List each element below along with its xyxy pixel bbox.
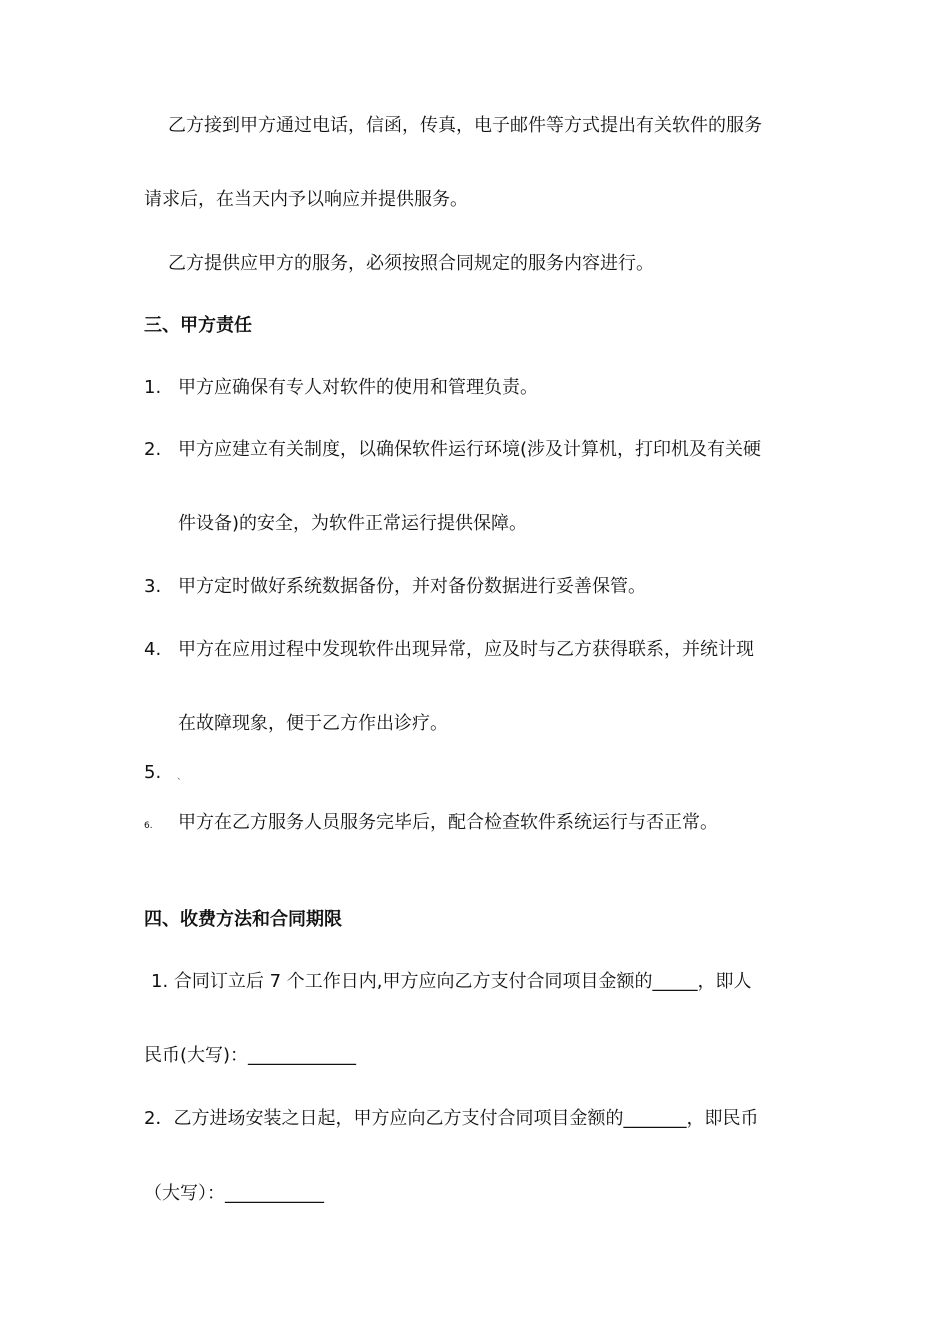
paragraph-line: 2．乙方进场安装之日起，甲方应向乙方支付合同项目金额的_______，即民币 (144, 1108, 759, 1129)
list-number: 1. (144, 377, 162, 398)
list-number: 3. (144, 576, 162, 597)
paragraph-line: 乙方接到甲方通过电话，信函，传真，电子邮件等方式提出有关软件的服务 (168, 115, 762, 136)
section-heading: 四、收费方法和合同期限 (144, 909, 342, 930)
list-item: 甲方应确保有专人对软件的使用和管理负责。 (178, 377, 538, 398)
list-number: 5. (144, 762, 162, 783)
list-item: 甲方在乙方服务人员服务完毕后，配合检查软件系统运行与否正常。 (178, 812, 718, 833)
list-number: 6. (144, 821, 153, 831)
section-heading: 三、甲方责任 (144, 315, 252, 336)
paragraph-line: 1. 合同订立后 7 个工作日内,甲方应向乙方支付合同项目金额的_____，即人 (151, 971, 752, 992)
list-number: 2. (144, 439, 162, 460)
paragraph-line: 乙方提供应甲方的服务，必须按照合同规定的服务内容进行。 (168, 253, 654, 274)
list-number: 4. (144, 639, 162, 660)
paragraph-line: 民币(大写)：____________ (144, 1045, 357, 1066)
paragraph-line: 请求后，在当天内予以响应并提供服务。 (144, 189, 468, 210)
list-item: 甲方应建立有关制度，以确保软件运行环境(涉及计算机，打印机及有关硬 (178, 439, 762, 460)
list-item-continuation: 件设备)的安全，为软件正常运行提供保障。 (178, 513, 528, 534)
list-item-continuation: 在故障现象，便于乙方作出诊疗。 (178, 713, 448, 734)
list-item: 甲方定时做好系统数据备份，并对备份数据进行妥善保管。 (178, 576, 646, 597)
paragraph-line: （大写）：___________ (144, 1183, 324, 1204)
list-item-mark: 、 (177, 772, 187, 782)
list-item: 甲方在应用过程中发现软件出现异常，应及时与乙方获得联系，并统计现 (178, 639, 754, 660)
